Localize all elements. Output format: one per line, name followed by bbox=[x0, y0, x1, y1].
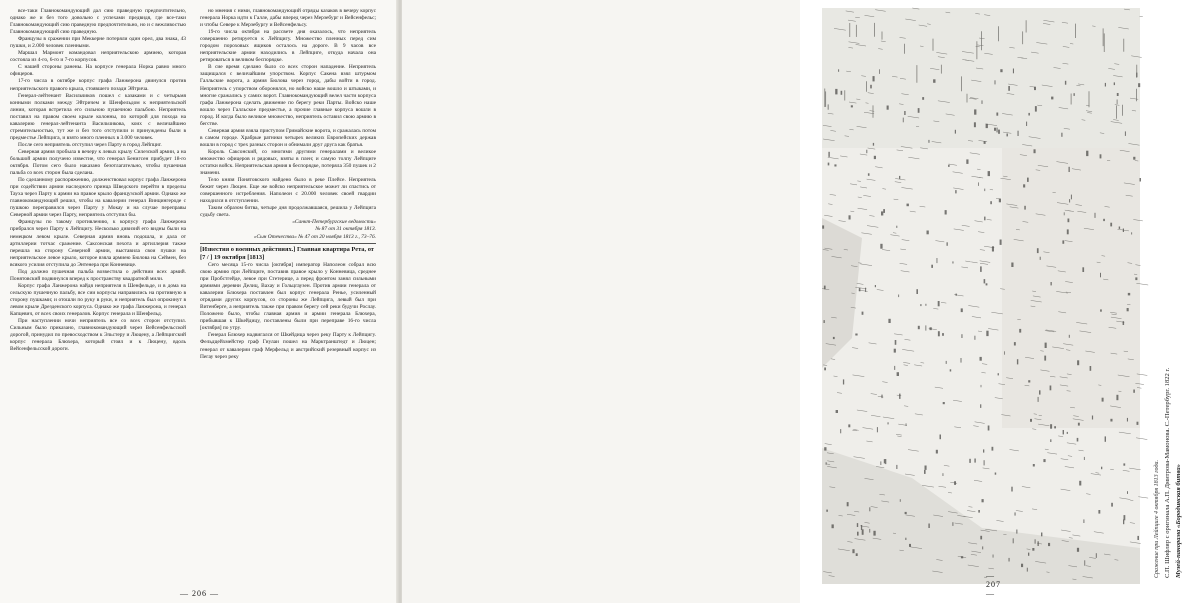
paragraph: Король Саксонский, со многими другими генералами и великое множество офицеров и рядовых, взяты в плен; и самую толпу Лейпциге остатки войск. Неприятельская армия в беспорядке, потеряла 350 пушек и 2 знамени. bbox=[200, 148, 376, 177]
paragraph: Сего месяца 15-го числа [октября] император Наполеон собрал всю свою армию при Лейпциге, поставив правое крыло у Конневица, среднее при Пробстгейде, левое при Стетерице, а перед фронтом занял сильными армиями деревни Делиц, Вахау и Гольцгаузен. Против армии генерала от кавалерии Блюхера поставлен был корпус генерала Ренье, усиленный отрядами других корпусов, со стороны же Лейпцига, левый был при Витенберге, а неприятель также при правом берегу сей реки будучи Рослау. Положено было, чтобы главная армия и армии генерала Блюхера, прибывшая к Шкейдицу, поставлены были при переправе 16-го числа [октября] по утру. bbox=[200, 261, 376, 332]
paragraph: Маршал Мармонт командовал неприятельскою армиею, которая состояла из 4-го, 6-го и 7-го корпусов. bbox=[10, 50, 186, 64]
paragraph: Французы в сражении при Меккерне потеряли один орел, два знака, 43 пушки, и 2.000 человек пленными. bbox=[10, 36, 186, 50]
paragraph: 17-го числа в октябре корпус графа Ланжерона двинулся против неприятельского правого крыла, стоявшего позади Эйтрича. bbox=[10, 78, 186, 92]
paragraph: все-таки Главнокомандующий дал сию праведную предпочтительно, однако же и без того довольно с успехами предвидя, где все-таки Главнокомандующий сию праведную предпочтительно, но и с вежливостью Главнокомандующий сию праведную. bbox=[10, 8, 186, 36]
right-page bbox=[402, 0, 1182, 603]
paragraph: Генерал Блюхер надвигался от Шкейдица через реку Парту к Лейпцигу. Фельдцейхмейстер граф Гиулаи пошел на Марктранштедт и Люцен; генерал от кавалерии граф Мерфельд и австрийский резервный корпус из Пегау через реку bbox=[200, 332, 376, 360]
paragraph: Северная армия взяла приступом Гримайские ворота, и сражалась потом в самом городе. Храбрые ратники четырех великих Европейских держав вошли в город с трех разных сторон и обнимали друг друга как братья. bbox=[200, 127, 376, 148]
paragraph: При наступлении ночи неприятель все со всех сторон отступил. Сильным было приказано, главнокомандующий через Вейсенфельсской дорогой, принудил по превосходством к Эльстеру и Люцену, а Лейпцигский корпус генерала Блюхера, который стоял и к Люцену, вдоль Вейсенфельсской дороги. bbox=[10, 318, 186, 353]
column-text-bottom bbox=[200, 262, 376, 361]
paragraph: Под должно пушечная пальба возвестила о действии всех армий. Понятовский подвинулся вперед к пространству квадратной мили. bbox=[10, 268, 186, 282]
left-page bbox=[0, 0, 398, 603]
illustration-caption bbox=[1148, 8, 1194, 584]
section-heading: [Известия о военных действиях.] Главная квартира Рета, от [7 / ] 19 октября [1813] bbox=[200, 246, 374, 261]
paragraph: 19-го числа октября на рассвете дня оказалось, что неприятель совершенно ретируется к Лейпцигу. Множество пленных перед сим городом пороховых ящиков осталось на дороге. В 9 часов все неприятельские армии находились в Лейпциге, откуда начала она ретироваться в великом беспорядке. bbox=[200, 29, 376, 64]
paragraph: С нашей стороны ранены. На корпусе генерала Норка равно много офицеров. bbox=[10, 64, 186, 78]
paragraph: № 87 от 31 октября 1813. bbox=[315, 226, 376, 233]
paragraph: По сделанному распоряжению, долженствовал корпус графа Ланжерона при содействии армии наследного принца Шведского перейти в пределы Тауха через Парту к армии на правое крыло французской армии. Однако же главнокомандующий решил, чтобы на кавалерии генерал Винцингероде с пушкою переправился через Парту у Мокау и на случае переправы Северной армии через Парту, неприятель отступил бы. bbox=[10, 177, 186, 219]
paragraph: Таким образом битва, четыре дня продолжавшаяся, решила у Лейпцига судьбу света. bbox=[200, 205, 376, 219]
paragraph: Французы по такому противлению, к корпусу графа Ланжерона прибрался через Парту к Лейпцигу. Несколько дивизий его видны были на немецком левом крыле. Северная армия вновь подошла, и дала от артиллерии тотчас сражение. Саксонская пехота и артиллерия также перешла на сторону Северной армии, выставила свои пушки на неприятельское левое крыло, которое взяла армиею Бюлова на Сеймен, без всякого усилия отступила до Энтенера при Конневице. bbox=[10, 219, 186, 268]
paragraph: Генерал-лейтенант Васильчиков пошел с казаками и с четырьмя конными полками между Эйтричем и Шенфельдом к неприятельской линии, которая встретила его сильною пушечною пальбою. Неприятель поставил на правом своем крыле колонны, по которой для похода на кавалерию генерал-лейтенанта Васильчикова, коих с величайшею стремительностью, тут же и без того отступили и принуждены были в предместье Лейпцига, и взято много пленных в 3.000 человек. bbox=[10, 92, 186, 141]
source-citations bbox=[200, 219, 376, 240]
section-divider bbox=[200, 243, 376, 244]
paragraph: Северная армия пробыла в вечеру к левых крылу Силезской армии, а на большой армии получено известие, что генерал Бенигсен прибудет 18-го октября. Потом сего было наказано безотлагательно, чтобы пушечная пальба со всех сторон была сделана. bbox=[10, 148, 186, 177]
paragraph: Корпус графа Ланжерона найдя неприятеля в Шенфельде, и в дома на сельскую пушечную пальбу, все сии корпусы направились на противную в сторону пушками; и отошли по руку в руки, и неприятель был опрокинут в левом крыле Дрезденского корпуса. Однако же графа Ланжерона, и генерал Капцевич, от всех своих генералов. Корпус генерала и Шенфельд. bbox=[10, 282, 186, 318]
caption-line-1: Сражение при Лейпциге 4 октября 1813 года. bbox=[1154, 460, 1160, 578]
paragraph: «Санкт-Петербургские ведомости» bbox=[292, 219, 376, 226]
page-number-left: — 206 — bbox=[180, 589, 219, 598]
paragraph: В сие время сделано было со всех сторон нападение. Неприятель защищался с величайшим упорством. Корпус Сакена взял штурмом Галльские ворота, а армия Бюлова через город, дабы войти в город. Неприятель с упорством оборонялся, но войско наше вошло и штыками, и многие сражались у самих ворот. Главнокомандующий велел части корпуса графа Ланжерона сделать движение по берегу реки Парты. Войско наше вошло через Галльское предместье, а прочие главные корпуса вошли в город. И когда было великое множество, неприятель оставил свою армию в бегстве. bbox=[200, 64, 376, 127]
paragraph: После сего неприятель отступил через Парту в город Лейпциг. bbox=[18, 141, 162, 148]
paragraph: Тело князя Понятовского найдено было в реке Плейсе. Неприятель бежит через Люцен. Еще же войско неприятельское может ли спастись от совершенного истребления. Наполеон с 20.000 человек своей гвардии находился в отступлении. bbox=[200, 177, 376, 205]
battle-engraving bbox=[822, 8, 1140, 584]
paragraph: «Сын Отечества» № 47 от 20 ноября 1813 г., 73–76. bbox=[253, 233, 376, 240]
caption-line-3: Музей-панорама «Бородинская битва» bbox=[1175, 464, 1182, 578]
paragraph: но мнения с ними, главнокомандующий отряды казаков в вечеру корпус генерала Норка идти к Галле, дабы вперед через Мерзебург и Вейсенфельс; и чтобы Севере к Мерзебургу и Вейсенфельсу. bbox=[200, 8, 376, 29]
column-text-top bbox=[200, 8, 376, 219]
left-column bbox=[10, 8, 186, 584]
right-column bbox=[200, 8, 376, 584]
page-number-right: — 207 — bbox=[986, 571, 1001, 598]
caption-line-2: С.П. Шифляр с оригинала А.П. Дмитрова-Мамонова. С.-Петербург. 1822 г. bbox=[1164, 367, 1171, 578]
